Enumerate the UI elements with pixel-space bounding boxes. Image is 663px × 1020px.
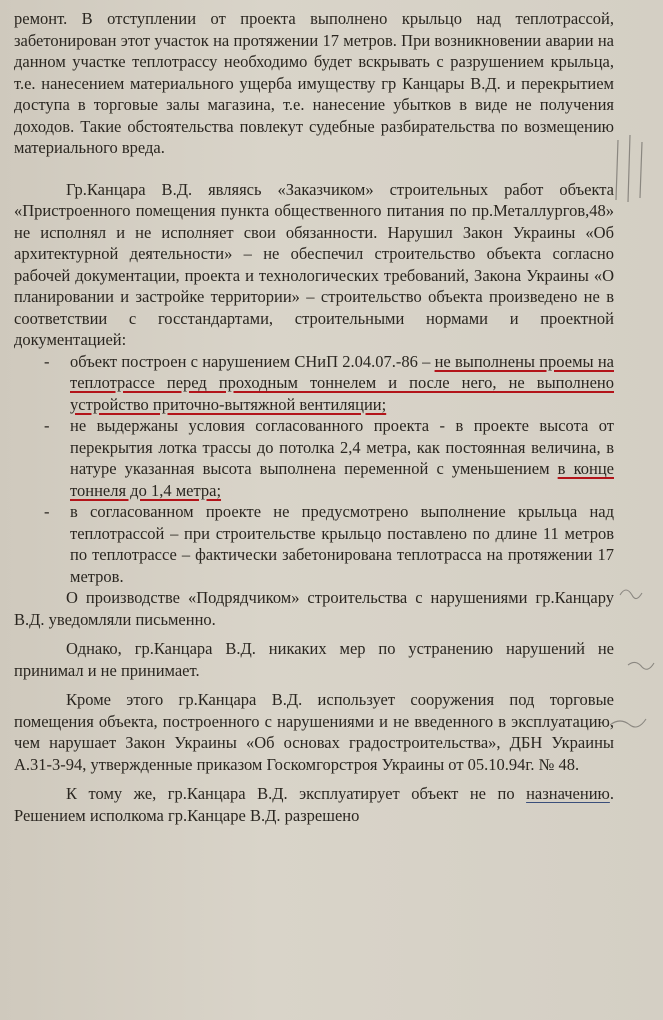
pencil-marks-icon: [610, 130, 660, 210]
underlined-text: не выполнены проемы на теплотрассе перед проходным тоннелем и после него, не выполнено устройство приточно-вытяжной вентиляции;: [70, 351, 614, 414]
list-item: [14, 351, 614, 416]
underlined-word: назначению: [526, 784, 610, 803]
item-text: не выдержаны условия согласованного проекта - в проекте высота от перекрытия лотка трассы до потолка 2,4 метра, как постоянная величина, в натуре указанная высота выполнена переменной с уменьшением: [70, 416, 614, 478]
list-item: [14, 415, 614, 501]
paragraph-customer-duties: Гр.Канцара В.Д. являясь «Заказчиком» строительных работ объекта «Пристроенного помещения пункта общественного питания по пр.Металлургов,48» не исполнял и не исполняет свои обязанности. Нарушил Закон Украины «Об архитектурной деятельности» – не обеспечил строительство объекта согласно рабочей документации, проекта и технологических требований, Закона Украины «О планировании и застройке территории» – строительство объекта произведено не в соответствии с госстандартами, строительными нормами и проектной документацией:: [14, 179, 614, 349]
list-item: [14, 501, 614, 587]
item-text: в согласованном проекте не предусмотрено выполнение крыльца над теплотрассой – при строительстве крыльцо поставлено по длине 11 метров по теплотрассе – фактически забетонирована теплотрасса на протяжении 17 метров.: [70, 502, 614, 586]
paragraph-notification: О производстве «Подрядчиком» строительства с нарушениями гр.Канцару В.Д. уведомляли письменно.: [14, 588, 614, 629]
misuse-text-start: К тому же, гр.Канцара В.Д. эксплуатирует объект не по: [66, 784, 527, 803]
document-page: [14, 8, 614, 826]
paragraph-no-measures: Однако, гр.Канцара В.Д. никаких мер по устранению нарушений не принимал и не принимает.: [14, 639, 614, 680]
item-text: объект построен с нарушением СНиП 2.04.07.-86 –: [70, 351, 435, 371]
paragraph-misuse: [14, 783, 614, 826]
underlined-text: в конце тоннеля до 1,4 метра;: [70, 459, 614, 500]
bullet-dash: -: [44, 416, 50, 435]
paragraph-usage-violation: Кроме этого гр.Канцара В.Д. использует сооружения под торговые помещения объекта, построенного с нарушениями и не введенного в эксплуатацию, чем нарушает Закон Украины «Об основах градостроительства», ДБН Украины А.31-3-94, утвержденные приказом Госкомгорстроя Украины от 05.10.94г. № 48.: [14, 690, 614, 774]
bullet-dash: -: [44, 351, 50, 371]
bullet-dash: -: [44, 502, 50, 521]
misuse-text-end: . Решением исполкома гр.Канцаре В.Д. разрешено: [14, 784, 614, 825]
paragraph-repair: ремонт. В отступлении от проекта выполнено крыльцо над теплотрассой, забетонирован этот участок на протяжении 17 метров. При возникновении аварии на данном участке теплотрассу необходимо будет вскрывать с разрушением крыльца, т.е. нанесением материального ущерба имуществу гр Канцары В.Д. и перекрытием доступа в торговые залы магазина, т.е. нанесение убытков в виде не получения доходов. Такие обстоятельства повлекут судебные разбирательства по возмещению материального вреда.: [14, 9, 614, 157]
